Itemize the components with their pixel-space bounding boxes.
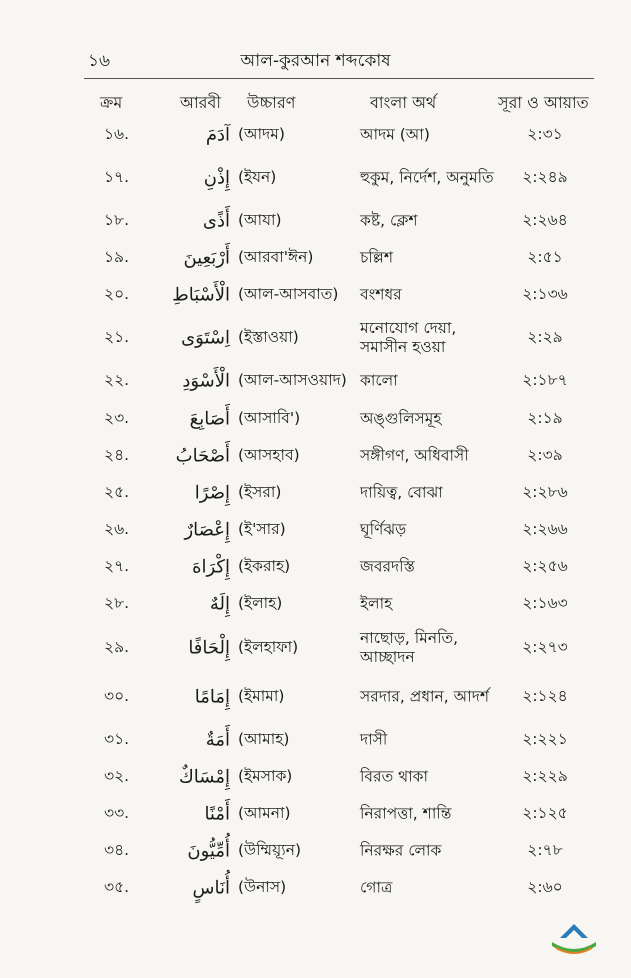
table-row [0,437,631,474]
entry-meaning: মনোযোগ দেয়া, সমাসীন হওয়া [360,319,457,357]
entry-pronunciation: (আযা) [238,210,282,229]
entry-reference: ২:১২৪ [522,686,568,705]
entry-meaning: ঘূর্ণিঝড় [360,520,407,539]
entry-reference: ২:১২৫ [522,804,568,823]
entry-meaning: কালো [360,371,398,390]
entry-meaning: কষ্ট, ক্লেশ [360,211,418,230]
entry-pronunciation: (আসহাব) [238,445,300,464]
entry-meaning: নিরাপত্তা, শান্তি [360,804,452,823]
entry-arabic: إِكْرَاهَ [192,556,230,578]
entry-arabic: إِمَامًا [194,686,230,708]
entry-reference: ২:১৩৬ [522,285,568,304]
entry-reference: ২:২২১ [522,729,568,748]
entry-arabic: الْأَسْوَدِ [182,370,230,392]
entry-meaning: বিরত থাকা [360,767,429,786]
entry-reference: ২:৬০ [527,878,563,897]
entry-reference: ২:১৬৩ [522,594,568,613]
entry-reference: ২:২৬৬ [522,520,568,539]
entry-arabic: إِلْحَافًا [188,637,230,659]
entry-arabic: أَصْحَابُ [175,445,230,467]
entry-serial: ৩২. [104,766,130,785]
entry-pronunciation: (উনাস) [238,878,287,897]
table-row [0,400,631,437]
entry-reference: ২:২৮৬ [522,482,568,501]
entry-serial: ৩৩. [104,804,130,823]
entry-pronunciation: (আমনা) [238,804,291,823]
entry-meaning: ইলাহ [360,594,393,613]
entry-arabic: أُنَاسٍ [192,877,230,899]
entry-arabic: أَذًى [202,210,230,232]
entry-pronunciation: (আরবা'ঈন) [238,247,314,266]
table-row [0,239,631,276]
page-title: আল-কুরআন শব্দকোষ [240,51,391,71]
entry-arabic: إِمْسَاكٌ [178,766,230,788]
entry-meaning: চল্লিশ [360,248,393,267]
page-number: ১৬ [88,51,111,71]
entry-serial: ১৬. [104,124,130,143]
entry-reference: ২:৩১ [527,124,563,143]
entry-arabic: الْأَسْبَاطِ [172,284,230,306]
entry-serial: ১৯. [104,247,130,266]
table-row [0,623,631,672]
vocabulary-table [0,116,631,907]
entry-pronunciation: (আদম) [238,124,285,143]
entry-serial: ২৯. [104,637,130,656]
entry-serial: ২২. [104,371,130,390]
page-header [0,48,631,74]
column-headers [0,90,631,116]
entry-arabic: أَرْبَعِينَ [183,247,230,269]
entry-pronunciation: (ইস্তাওয়া) [238,328,299,347]
entry-serial: ২০. [104,285,130,304]
entry-arabic: اِسْتَوَى [181,327,230,349]
column-header-reference: সূরা ও আয়াত [498,93,589,112]
table-row [0,721,631,758]
entry-meaning: সঙ্গীগণ, অধিবাসী [360,446,469,465]
entry-reference: ২:১৯ [527,408,563,427]
entry-pronunciation: (আসাবি') [238,408,301,427]
entry-reference: ২:২২৯ [522,766,568,785]
entry-pronunciation: (ই'সার) [238,520,286,539]
entry-pronunciation: (ইযন) [238,167,277,186]
entry-meaning: দায়িত্ব, বোঝা [360,483,443,502]
table-row [0,277,631,314]
entry-pronunciation: (ইসরা) [238,482,282,501]
entry-meaning: জবরদস্তি [360,557,415,576]
entry-arabic: آدَمَ [205,124,230,146]
entry-pronunciation: (ইমামা) [238,686,285,705]
entry-pronunciation: (উম্মিয়্যূন) [238,841,301,860]
header-divider [84,78,594,79]
entry-reference: ২:২৪৯ [522,167,568,186]
table-row [0,363,631,400]
entry-reference: ২:১৮৭ [522,371,568,390]
entry-serial: ২৪. [104,445,130,464]
entry-serial: ৩৫. [104,878,130,897]
entry-arabic: أَمَةٌ [205,729,230,751]
entry-reference: ২:৫১ [527,247,563,266]
entry-meaning: বংশধর [360,285,402,304]
table-row [0,153,631,202]
entry-pronunciation: (ইমসাক) [238,766,293,785]
entry-serial: ২৫. [104,482,130,501]
table-row [0,512,631,549]
table-row [0,116,631,153]
column-header-arabic: আরবী [180,93,221,112]
table-row [0,314,631,363]
entry-arabic: إِلَهٌ [209,593,230,615]
entry-meaning: আদম (আ) [360,125,430,144]
entry-arabic: إِذْنِ [203,167,230,189]
column-header-serial: ক্রম [100,93,123,112]
entry-meaning: সরদার, প্রধান, আদর্শ [360,687,490,706]
publisher-logo-icon [548,922,600,956]
column-header-meaning: বাংলা অর্থ [370,93,437,112]
entry-meaning: হুকুম, নির্দেশ, অনুমতি [360,168,494,187]
entry-reference: ২:২৯ [527,328,563,347]
entry-arabic: أَصَابِعَ [189,408,230,430]
entry-arabic: أُمِّيُّونَ [187,840,230,862]
entry-serial: ৩১. [104,729,130,748]
entry-pronunciation: (আল-আসওয়াদ) [238,371,347,390]
entry-serial: ২৮. [104,594,130,613]
entry-meaning: অঙ্গুলিসমূহ [360,409,442,428]
table-row [0,870,631,907]
entry-reference: ২:২৭৩ [522,637,568,656]
column-header-pronunciation: উচ্চারণ [247,93,296,112]
entry-pronunciation: (ইলহাফা) [238,637,299,656]
entry-serial: ২৭. [104,557,130,576]
entry-serial: ২৬. [104,520,130,539]
table-row [0,758,631,795]
entry-arabic: إِصْرًا [194,482,230,504]
entry-arabic: أَمْنًا [204,803,230,825]
entry-meaning: নিরক্ষর লোক [360,841,442,860]
table-row [0,586,631,623]
table-row [0,202,631,239]
entry-meaning: নাছোড়, মিনতি, আচ্ছাদন [360,628,459,666]
entry-reference: ২:৩৯ [527,445,563,464]
entry-serial: ১৮. [104,210,130,229]
entry-meaning: গোত্র [360,878,393,897]
entry-pronunciation: (আল-আসবাত) [238,285,339,304]
entry-serial: ৩৪. [104,841,130,860]
table-row [0,672,631,721]
entry-arabic: إِعْصَارٌ [184,519,230,541]
entry-reference: ২:৭৮ [527,841,563,860]
table-row [0,549,631,586]
entry-pronunciation: (ইলাহ) [238,594,283,613]
table-row [0,474,631,511]
entry-meaning: দাসী [360,730,388,749]
entry-pronunciation: (আমাহ) [238,729,290,748]
table-row [0,795,631,832]
entry-serial: ১৭. [104,167,130,186]
entry-serial: ২৩. [104,408,130,427]
entry-reference: ২:২৬৪ [522,210,568,229]
entry-serial: ২১. [104,328,130,347]
entry-serial: ৩০. [104,686,130,705]
table-row [0,833,631,870]
entry-reference: ২:২৫৬ [522,557,568,576]
entry-pronunciation: (ইকরাহ) [238,557,291,576]
